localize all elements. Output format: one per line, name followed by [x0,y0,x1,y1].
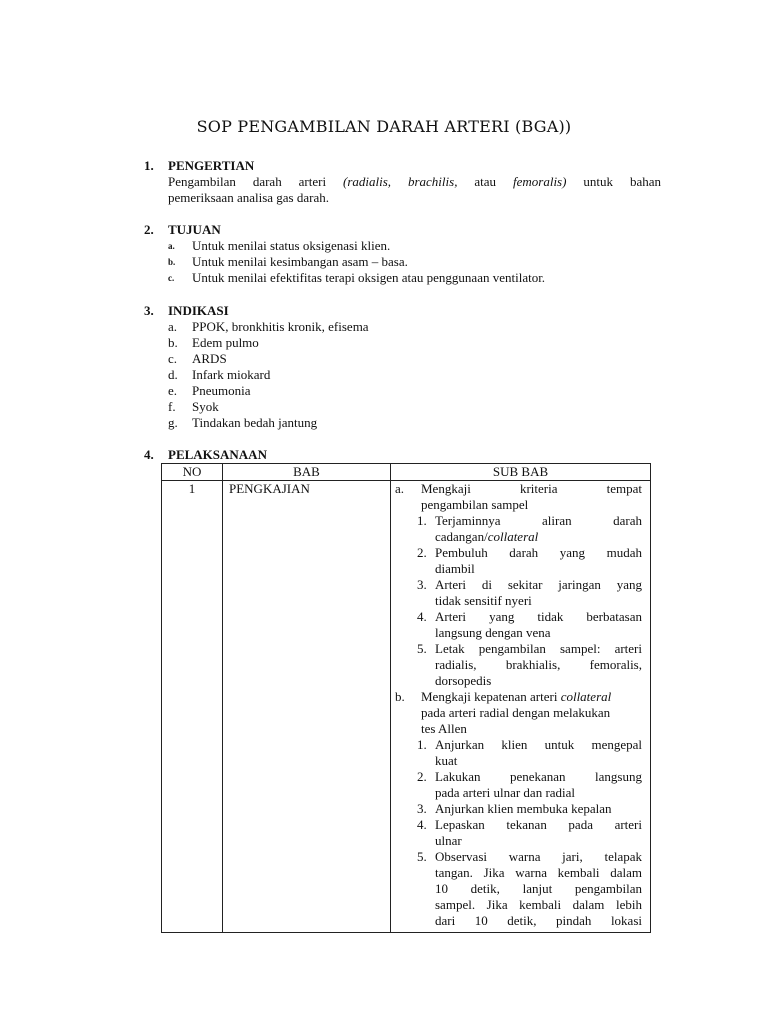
numbered-marker: 5. [417,641,427,656]
section-2-heading: TUJUAN [168,222,221,237]
sub-item-text: pengambilan sampel [421,497,529,512]
numbered-text: diambil [435,561,475,576]
sub-item-text: Mengkaji kriteria tempat [421,481,642,496]
numbered-text: kuat [435,753,458,768]
list-marker: f. [168,399,176,414]
numbered-text: Arteri di sekitar jaringan yang [435,577,642,592]
list-marker: c. [168,273,175,283]
list-item-text: Untuk menilai status oksigenasi klien. [192,238,391,253]
numbered-item [417,849,650,929]
list-item [168,383,661,399]
pengertian-text: Pengambilan darah arteri [168,174,343,189]
list-marker: d. [168,367,178,382]
numbered-text: tidak sensitif nyeri [435,593,532,608]
numbered-text-part: cadangan/ [435,529,488,544]
numbered-text: tangan. Jika warna kembali dalam [435,865,642,880]
sub-bab-content [391,481,650,929]
list-marker: g. [168,415,178,430]
sub-item-text: pada arteri radial dengan melakukan [421,705,611,720]
list-item [168,351,661,367]
table-header-row [162,464,651,481]
list-marker: a. [168,241,175,251]
numbered-text: langsung dengan vena [435,625,551,640]
numbered-text: Lakukan penekanan langsung [435,769,642,784]
numbered-text-italic: collateral [487,529,539,544]
numbered-item [417,801,650,817]
table-row [162,481,651,933]
list-item [168,399,661,415]
tujuan-list [168,238,661,286]
document-title: SOP PENGAMBILAN DARAH ARTERI (BGA)) [196,117,572,136]
numbered-text: Anjurkan klien membuka kepalan [435,801,612,816]
numbered-marker: 2. [417,769,427,784]
list-item [168,270,661,286]
list-item-text: ARDS [192,351,227,366]
sub-item-text-italic: collateral [560,689,612,704]
numbered-item [417,737,650,769]
sub-item-b [391,689,650,737]
section-4-number: 4. [144,447,154,462]
list-item [168,319,661,335]
numbered-text: Terjaminnya aliran darah [435,513,642,528]
section-3-number: 3. [144,303,154,318]
column-header-no: NO [162,464,223,481]
sub-item-a [391,481,650,513]
sub-item-text: tes Allen [421,721,467,736]
pengertian-text-atau: atau [457,174,513,189]
numbered-text: Anjurkan klien untuk mengepal [435,737,642,752]
numbered-text: 10 detik, lanjut pengambilan [435,881,642,896]
indikasi-list [168,319,661,431]
list-marker: b. [168,257,176,267]
section-1-heading: PENGERTIAN [168,158,255,173]
numbered-text: Observasi warna jari, telapak [435,849,642,864]
table-cell-bab: PENGKAJIAN [223,481,391,933]
numbered-text: sampel. Jika kembali dalam lebih [435,897,642,912]
sub-item-text-part: Mengkaji kepatenan arteri [421,689,561,704]
sub-item-marker: a. [395,481,405,496]
list-item [168,238,661,254]
section-3-heading: INDIKASI [168,303,229,318]
numbered-text: Lepaskan tekanan pada arteri [435,817,642,832]
numbered-text: radialis, brakhialis, femoralis, [435,657,642,672]
numbered-item [417,513,650,545]
list-item-text: Syok [192,399,219,414]
numbered-marker: 3. [417,801,427,816]
numbered-item [417,577,650,609]
numbered-text: dari 10 detik, pindah lokasi [435,913,642,928]
numbered-text: dorsopedis [435,673,492,688]
list-item-text: Untuk menilai efektifitas terapi oksigen atau penggunaan ventilator. [192,270,546,285]
numbered-item [417,641,650,689]
numbered-item [417,817,650,849]
numbered-marker: 2. [417,545,427,560]
numbered-item [417,609,650,641]
list-item-text: Pneumonia [192,383,251,398]
numbered-marker: 1. [417,737,427,752]
list-item [168,254,661,270]
numbered-marker: 1. [417,513,427,528]
list-item-text: Edem pulmo [192,335,259,350]
numbered-text: Arteri yang tidak berbatasan [435,609,642,624]
numbered-text: pada arteri ulnar dan radial [435,785,576,800]
list-marker: e. [168,383,178,398]
section-1-line-1 [168,174,661,190]
numbered-marker: 3. [417,577,427,592]
list-item-text: PPOK, bronkhitis kronik, efisema [192,319,369,334]
numbered-marker: 5. [417,849,427,864]
list-item [168,335,661,351]
pengertian-text-end: untuk bahan [566,174,661,189]
numbered-text: Pembuluh darah yang mudah [435,545,642,560]
column-header-sub-bab: SUB BAB [391,464,651,481]
sub-item-marker: b. [395,689,405,704]
table-cell-no: 1 [162,481,223,933]
list-marker: c. [168,351,178,366]
list-item-text: Infark miokard [192,367,271,382]
sub-item-text [421,689,642,705]
numbered-item [417,545,650,577]
numbered-text: Letak pengambilan sampel: arteri [435,641,642,656]
section-1-line-2: pemeriksaan analisa gas darah. [168,190,329,205]
list-item [168,367,661,383]
list-item [168,415,661,431]
section-1-number: 1. [144,158,154,173]
numbered-text [435,529,642,545]
section-2-number: 2. [144,222,154,237]
list-item-text: Untuk menilai kesimbangan asam – basa. [192,254,408,269]
numbered-text: ulnar [435,833,462,848]
numbered-marker: 4. [417,609,427,624]
pelaksanaan-table [161,463,651,933]
table-cell-sub-bab [391,481,651,933]
section-4-heading: PELAKSANAAN [168,447,267,462]
column-header-bab: BAB [223,464,391,481]
numbered-marker: 4. [417,817,427,832]
list-marker: b. [168,335,178,350]
list-item-text: Tindakan bedah jantung [192,415,318,430]
list-marker: a. [168,319,178,334]
pengertian-italic-femoralis: femoralis) [513,174,567,189]
pengertian-italic-arteries: (radialis, brachilis, [343,174,458,189]
numbered-item [417,769,650,801]
